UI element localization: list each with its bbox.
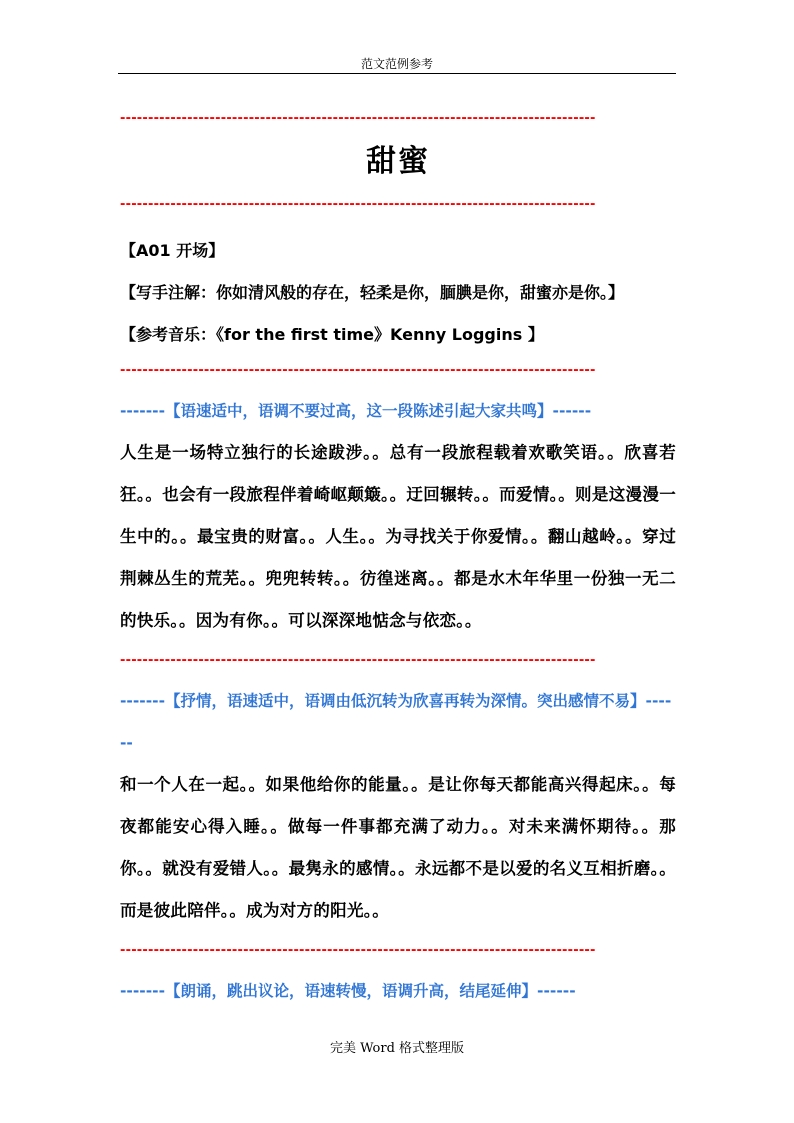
document-title: 甜蜜	[366, 144, 430, 179]
page-header: 范文范例参考	[360, 57, 433, 71]
page-footer: 完美 Word 格式整理版	[329, 1041, 465, 1056]
cue-section-1: -------【语速适中，语调不要过高，这一段陈述引起大家共鸣】------	[120, 402, 592, 420]
cue-section-2: -------【抒情，语速适中，语调由低沉转为欣喜再转为深情。突出感情不易】------	[120, 692, 672, 752]
cue-section-3: -------【朗诵，跳出议论，语速转慢，语调升高，结尾延伸】------	[120, 982, 576, 1000]
paragraph-section-1: 人生是一场特立独行的长途跋涉。。总有一段旅程载着欢歌笑语。。欣喜若狂。。也会有一段旅程伴着崎岖颠簸。。迂回辗转。。而爱情。。则是这漫漫一生中的。。最宝贵的财富。。人生。。为寻找关于你爱情。。翻山越岭。。穿过荆棘丛生的荒芜。。兜兜转转。。彷徨迷离。。都是水木年华里一份独一无二的快乐。。因为有你。。可以深深地惦念与依恋。。	[120, 443, 676, 630]
document-body	[120, 104, 676, 1012]
writer-note: 【写手注解：你如清风般的存在，轻柔是你，腼腆是你，甜蜜亦是你。】	[120, 283, 625, 302]
scene-label: 【A01 开场】	[120, 241, 225, 260]
divider-top: -------------------------------------------------------------------------------------	[120, 111, 596, 126]
divider-section-1: -------------------------------------------------------------------------------------	[120, 363, 596, 378]
divider-section-2: -------------------------------------------------------------------------------------	[120, 653, 596, 668]
paragraph-section-2: 和一个人在一起。。如果他给你的能量。。是让你每天都能高兴得起床。。每夜都能安心得入睡。。做每一件事都充满了动力。。对未来满怀期待。。那你。。就没有爱错人。。最隽永的感情。。永远都不是以爱的名义互相折磨。。而是彼此陪伴。。成为对方的阳光。。	[120, 775, 676, 920]
music-reference: 【参考音乐：《for the first time》Kenny Loggins 】	[120, 325, 544, 344]
divider-title: -------------------------------------------------------------------------------------	[120, 197, 596, 212]
divider-section-3: -------------------------------------------------------------------------------------	[120, 943, 596, 958]
header-rule	[118, 73, 676, 74]
